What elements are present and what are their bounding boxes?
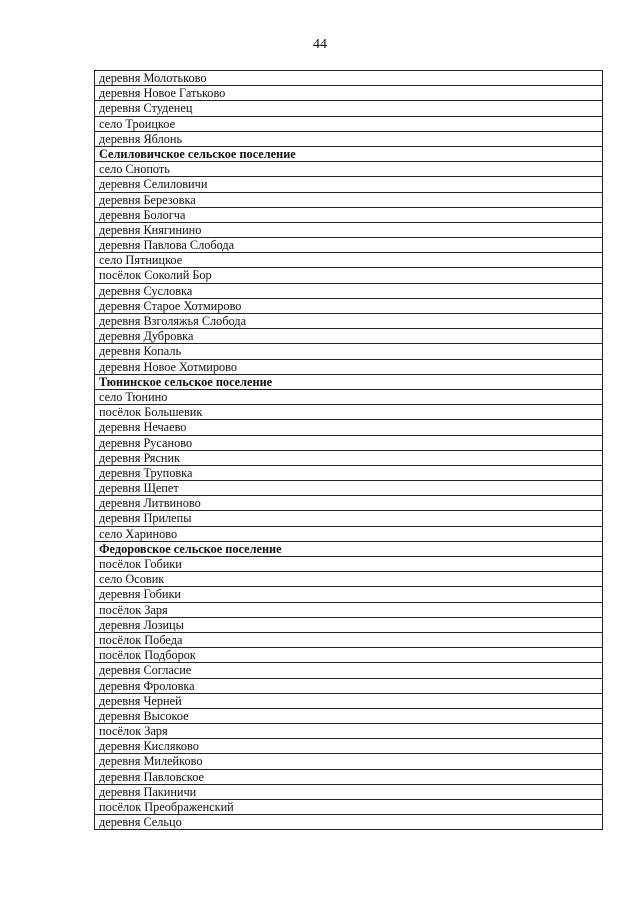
- table-row: деревня Рясник: [95, 451, 602, 466]
- table-row: посёлок Соколий Бор: [95, 268, 602, 283]
- table-row: деревня Сусловка: [95, 284, 602, 299]
- table-row: посёлок Большевик: [95, 405, 602, 420]
- section-heading-row: Селиловичское сельское поселение: [95, 147, 602, 162]
- table-row: деревня Новое Гатьково: [95, 86, 602, 101]
- table-row: деревня Согласие: [95, 663, 602, 678]
- section-heading-row: Федоровское сельское поселение: [95, 542, 602, 557]
- table-row: деревня Труповка: [95, 466, 602, 481]
- table-row: деревня Копаль: [95, 344, 602, 359]
- table-row: деревня Пакиничи: [95, 785, 602, 800]
- table-row: деревня Новое Хотмирово: [95, 360, 602, 375]
- table-row: деревня Высокое: [95, 709, 602, 724]
- table-row: село Тюнино: [95, 390, 602, 405]
- table-row: деревня Бологча: [95, 208, 602, 223]
- table-row: деревня Старое Хотмирово: [95, 299, 602, 314]
- table-row: деревня Княгинино: [95, 223, 602, 238]
- table-row: деревня Павловское: [95, 770, 602, 785]
- table-row: посёлок Подборок: [95, 648, 602, 663]
- table-row: деревня Лозицы: [95, 618, 602, 633]
- table-row: деревня Милейково: [95, 754, 602, 769]
- table-row: посёлок Заря: [95, 603, 602, 618]
- table-row: село Троицкое: [95, 117, 602, 132]
- table-row: деревня Дубровка: [95, 329, 602, 344]
- table-row: деревня Фроловка: [95, 679, 602, 694]
- table-row: деревня Прилепы: [95, 511, 602, 526]
- table-row: деревня Русаново: [95, 436, 602, 451]
- table-row: деревня Яблонь: [95, 132, 602, 147]
- table-row: деревня Литвиново: [95, 496, 602, 511]
- table-row: деревня Студенец: [95, 101, 602, 116]
- table-row: посёлок Преображенский: [95, 800, 602, 815]
- table-row: деревня Молотьково: [95, 71, 602, 86]
- table-row: село Хариново: [95, 527, 602, 542]
- section-heading-row: Тюнинское сельское поселение: [95, 375, 602, 390]
- table-row: деревня Нечаево: [95, 420, 602, 435]
- table-row: село Пятницкое: [95, 253, 602, 268]
- table-row: деревня Березовка: [95, 193, 602, 208]
- table-row: деревня Гобики: [95, 587, 602, 602]
- table-row: деревня Черней: [95, 694, 602, 709]
- table-row: деревня Селиловичи: [95, 177, 602, 192]
- table-row: деревня Щепет: [95, 481, 602, 496]
- table-row: село Осовик: [95, 572, 602, 587]
- table-row: деревня Взголяжья Слобода: [95, 314, 602, 329]
- table-row: деревня Сельцо: [95, 815, 602, 830]
- table-row: посёлок Заря: [95, 724, 602, 739]
- table-row: деревня Павлова Слобода: [95, 238, 602, 253]
- page-number: 44: [313, 37, 327, 52]
- table-row: посёлок Победа: [95, 633, 602, 648]
- table-row: деревня Кисляково: [95, 739, 602, 754]
- table-row: село Снопоть: [95, 162, 602, 177]
- settlements-table: [94, 70, 603, 830]
- table-row: посёлок Гобики: [95, 557, 602, 572]
